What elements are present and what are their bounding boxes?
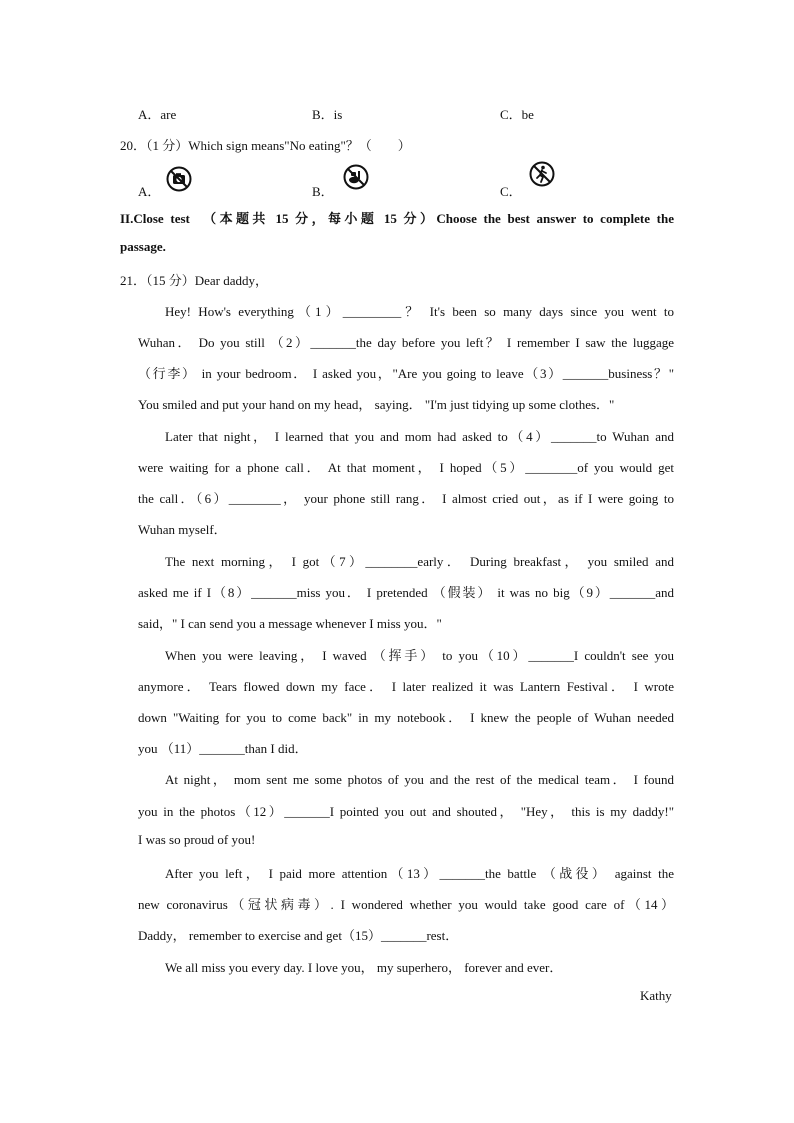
- passage-line: （行李） in your bedroom． I asked you，"Are you going to leave（3）_______business？": [138, 366, 674, 381]
- passage-line: After you left， I paid more attention（13）_______the battle （战役） against the: [165, 866, 674, 881]
- passage-line: When you were leaving， I waved （挥手） to you（10）_______I couldn't see you: [165, 648, 674, 663]
- passage-line: Wuhan． Do you still （2）_______the day before you left？ I remember I saw the luggage: [138, 335, 674, 350]
- passage-line: the call．（6）________， your phone still rang． I almost cried out，as if I were going to: [138, 491, 674, 506]
- passage-line: I was so proud of you!: [138, 832, 256, 847]
- no-camera-sign-icon: [166, 166, 192, 192]
- q20-option-b-label: B．: [312, 184, 334, 199]
- passage-line: We all miss you every day. I love you， my superhero， forever and ever．: [165, 960, 563, 975]
- no-eating-sign-icon: [343, 164, 369, 190]
- question-21-header: 21．（15 分）Dear daddy，: [120, 273, 269, 288]
- question-20-stem: 20．（1 分）Which sign means"No eating"？（ ）: [120, 138, 411, 153]
- passage-line: Later that night， I learned that you and mom had asked to（4）_______to Wuhan and: [165, 429, 674, 444]
- passage-line: At night， mom sent me some photos of you and the rest of the medical team． I found: [165, 772, 674, 787]
- option-a: A．are: [138, 107, 177, 122]
- passage-line: you in the photos（12）_______I pointed you out and shouted， "Hey， this is my daddy!": [138, 804, 674, 819]
- option-b: B．is: [312, 107, 343, 122]
- signature: Kathy: [640, 988, 672, 1003]
- passage-line: Daddy， remember to exercise and get（15）_______rest．: [138, 928, 459, 943]
- option-c: C．be: [500, 107, 534, 122]
- passage-line: you （11）_______than I did．: [138, 741, 308, 756]
- passage-line: You smiled and put your hand on my head， saying． "I'm just tidying up some clothes．": [138, 397, 615, 412]
- passage-line: The next morning， I got（7）________early． During breakfast， you smiled and: [165, 554, 674, 569]
- q20-option-a-label: A．: [138, 184, 161, 199]
- passage-line: were waiting for a phone call． At that moment， I hoped（5）________of you would get: [138, 460, 674, 475]
- passage-line: Wuhan myself．: [138, 522, 227, 537]
- passage-line: anymore． Tears flowed down my face． I later realized it was Lantern Festival． I wrote: [138, 679, 674, 694]
- q20-option-c-label: C．: [500, 184, 522, 199]
- passage-line: Hey! How's everything（1）_________？ It's been so many days since you went to: [165, 304, 674, 319]
- passage-line: down "Waiting for you to come back" in my notebook． I knew the people of Wuhan needed: [138, 710, 674, 725]
- passage-line: new coronavirus（冠状病毒）. I wondered whether you would take good care of（14）: [138, 897, 674, 912]
- section-heading-continued: passage.: [120, 239, 166, 254]
- passage-line: said，" I can send you a message whenever I miss you．": [138, 616, 442, 631]
- section-heading: II.Close test （本题共 15 分，每小题 15 分）Choose the best answer to complete the: [120, 211, 674, 226]
- passage-line: asked me if I（8）_______miss you． I pretended （假装） it was no big（9）_______and: [138, 585, 674, 600]
- no-running-sign-icon: [529, 161, 555, 187]
